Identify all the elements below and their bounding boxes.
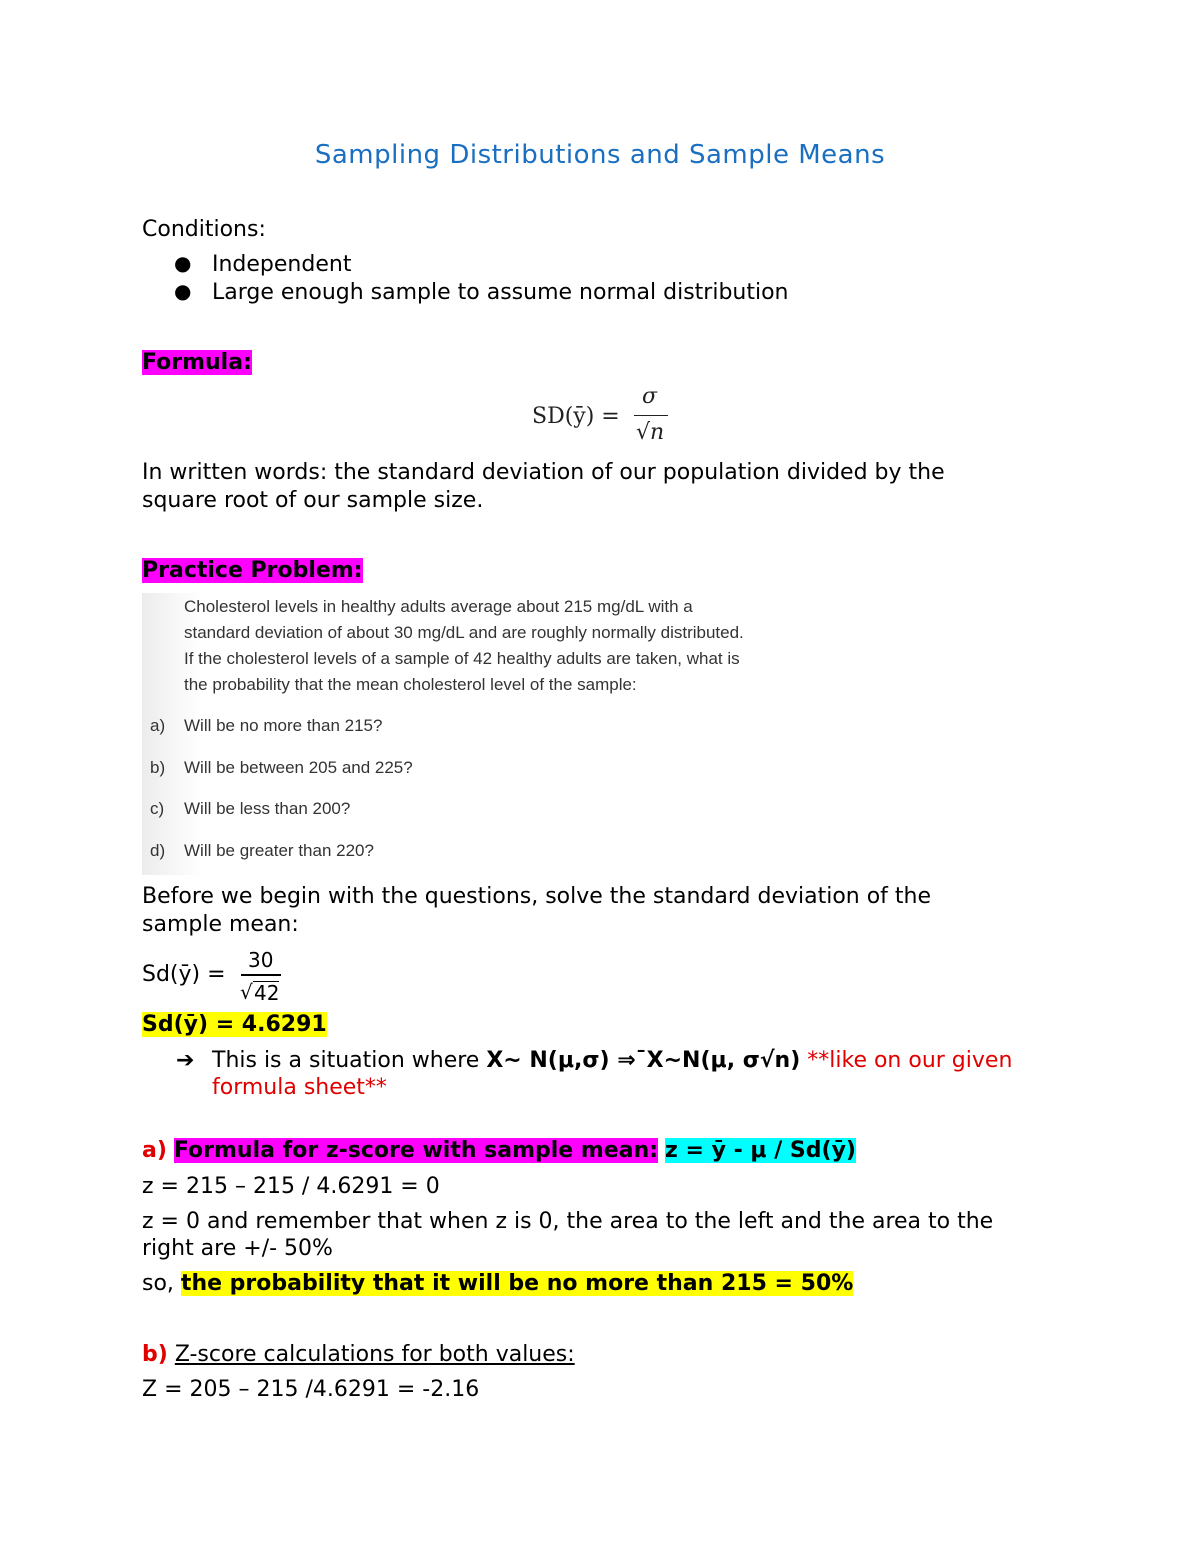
question-text: Will be less than 200?	[184, 799, 351, 818]
part-b-calc: Z = 205 – 215 /4.6291 = -2.16	[142, 1377, 480, 1402]
conditions-heading: Conditions:	[142, 217, 266, 242]
written-words-line: In written words: the standard deviation of our population divided by the	[142, 460, 945, 485]
sd-result: Sd(ȳ) = 4.6291	[142, 1012, 327, 1037]
written-words-line: square root of our sample size.	[142, 488, 484, 513]
part-a-explain: right are +/- 50%	[142, 1236, 333, 1261]
formula-image	[522, 384, 672, 450]
sd-note-distribution: X~ N(μ,σ) ⇒¯X~N(μ, σ√n)	[486, 1048, 801, 1073]
sd-note-red-line2: formula sheet**	[212, 1075, 387, 1100]
bullet-icon: ●	[174, 251, 192, 275]
condition-item: Large enough sample to assume normal distribution	[212, 280, 789, 305]
so-prefix: so,	[142, 1271, 181, 1296]
part-a-conclusion-line	[142, 1270, 853, 1298]
formula-label: Formula:	[142, 350, 252, 375]
sd-lhs: Sd(ȳ) =	[142, 962, 226, 987]
question-text: Will be no more than 215?	[184, 716, 383, 735]
bullet-icon: ●	[174, 279, 192, 303]
part-b-header	[142, 1341, 575, 1369]
arrow-icon: ➔	[176, 1048, 195, 1073]
sd-note-line	[212, 1047, 1012, 1075]
question-text: Will be greater than 220?	[184, 841, 374, 860]
formula-numerator: σ	[642, 384, 658, 409]
problem-line: standard deviation of about 30 mg/dL and are roughly normally distributed.	[184, 623, 744, 642]
part-b-label: Z-score calculations for both values:	[174, 1342, 575, 1367]
formula-denominator: √n	[636, 420, 665, 445]
question-letter: a)	[150, 716, 166, 735]
formula-lhs: SD(ȳ) =	[532, 404, 620, 429]
part-a-label: Formula for z-score with sample mean:	[173, 1138, 659, 1163]
sd-numerator: 30	[248, 948, 274, 972]
problem-line: Cholesterol levels in healthy adults average about 215 mg/dL with a	[184, 597, 693, 616]
fraction-bar	[241, 974, 281, 976]
sd-note-red: **like on our given	[800, 1048, 1013, 1073]
sqrt-icon: √	[240, 980, 253, 1004]
problem-line: the probability that the mean cholesterol level of the sample:	[184, 675, 637, 694]
part-a-conclusion: the probability that it will be no more than 215 = 50%	[180, 1271, 854, 1296]
question-text: Will be between 205 and 225?	[184, 758, 413, 777]
question-letter: c)	[150, 799, 165, 818]
sd-denominator: 42	[254, 981, 280, 1005]
fraction-bar	[634, 415, 668, 416]
practice-problem-label: Practice Problem:	[142, 558, 363, 583]
question-letter: b)	[150, 758, 166, 777]
part-a-letter: a)	[142, 1138, 167, 1163]
sd-note-prefix: This is a situation where	[212, 1048, 487, 1073]
part-b-letter: b)	[142, 1342, 168, 1367]
problem-line: If the cholesterol levels of a sample of 42 healthy adults are taken, what is	[184, 649, 740, 668]
sd-intro-line: sample mean:	[142, 912, 299, 937]
part-a-header	[142, 1137, 856, 1165]
part-a-calc: z = 215 – 215 / 4.6291 = 0	[142, 1174, 440, 1199]
sd-intro-line: Before we begin with the questions, solve the standard deviation of the	[142, 884, 932, 909]
practice-problem-image	[142, 593, 847, 875]
part-a-explain: z = 0 and remember that when z is 0, the area to the left and the area to the	[142, 1209, 994, 1234]
question-letter: d)	[150, 841, 166, 860]
z-score-formula: z = ȳ - μ / Sd(ȳ)	[665, 1138, 856, 1163]
condition-item: Independent	[212, 252, 352, 277]
page-title: Sampling Distributions and Sample Means	[314, 140, 886, 170]
